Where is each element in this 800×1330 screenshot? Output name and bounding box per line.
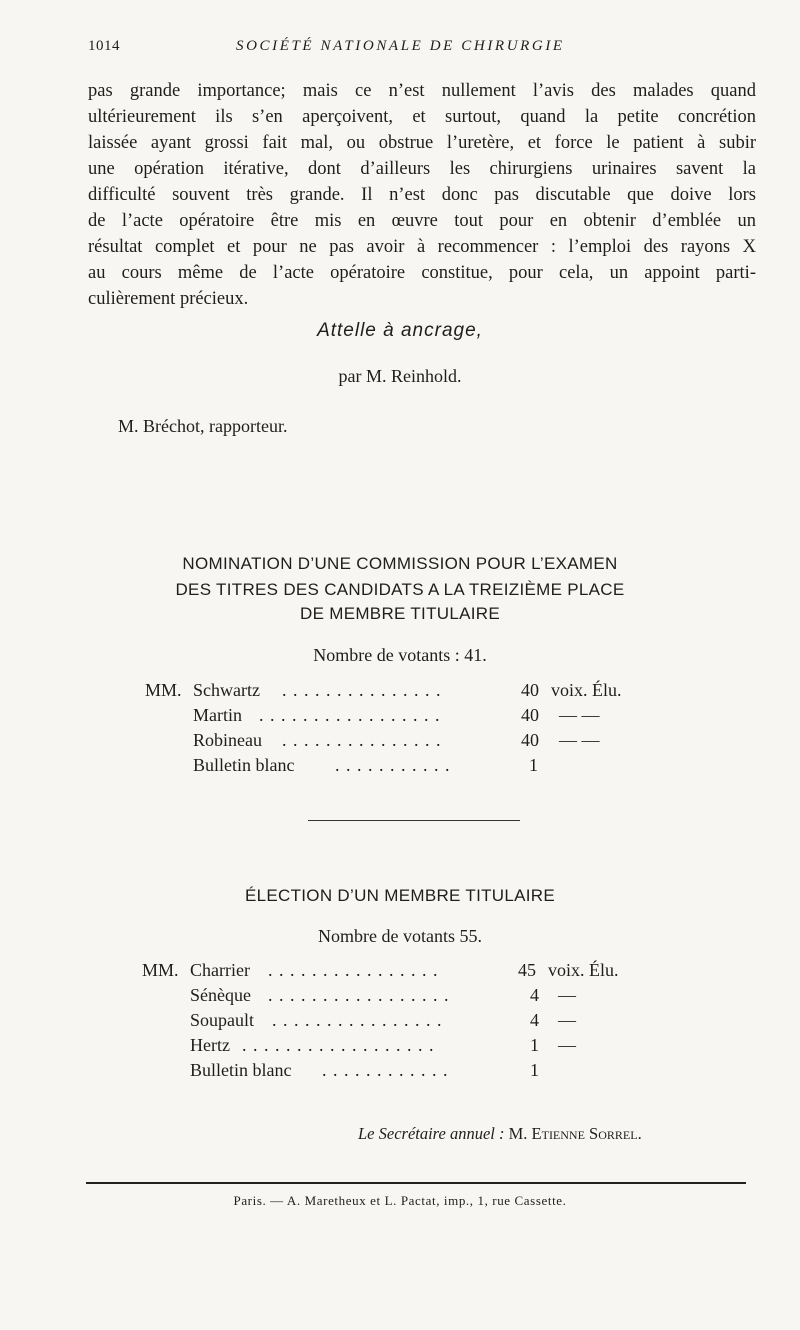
rapporteur-line: M. Bréchot, rapporteur. — [118, 416, 288, 436]
commission-heading-line-1: NOMINATION D’UNE COMMISSION POUR L’EXAMEN — [182, 554, 618, 573]
dot-leader: . . . . . . . . . . . . . . . . . — [259, 705, 441, 725]
election-vote-row — [142, 1008, 662, 1032]
vote-note: voix. Élu. — [548, 960, 619, 980]
paragraph-line: ultérieurement ils s’en aperçoivent, et surtout, quand la petite concrétion — [88, 107, 756, 127]
paragraph-line: une opération itérative, dont d’ailleurs les chirurgiens urinaires savent la — [88, 159, 756, 179]
signature-name: M. Etienne Sorrel. — [508, 1124, 642, 1143]
dot-leader: . . . . . . . . . . . . . . . . . — [268, 985, 450, 1005]
commission-vote-row — [145, 753, 665, 777]
vote-count: 1 — [529, 755, 538, 775]
vote-note: voix. Élu. — [551, 680, 622, 700]
election-heading: ÉLECTION D’UN MEMBRE TITULAIRE — [244, 886, 555, 905]
candidate-name: Sénèque — [190, 985, 251, 1005]
election-vote-row — [142, 983, 662, 1007]
vote-note: — — [558, 1010, 576, 1030]
commission-heading-line-2: DES TITRES DES CANDIDATS A LA TREIZIÈME PLACE — [175, 580, 625, 599]
commission-votants: Nombre de votants : 41. — [313, 645, 487, 665]
dot-leader: . . . . . . . . . . . . . . . . — [272, 1010, 443, 1030]
candidate-name: Robineau — [193, 730, 262, 750]
vote-note: — — [558, 1035, 576, 1055]
candidate-name: Hertz — [190, 1035, 230, 1055]
vote-note: — — — [559, 730, 600, 750]
paragraph-line: difficulté souvent très grande. Il n’est donc pas discutable que doive lors — [88, 185, 756, 205]
commission-vote-row — [145, 728, 665, 752]
vote-count: 40 — [521, 680, 539, 700]
paragraph-line: au cours même de l’acte opératoire constitue, pour cela, un appoint parti- — [88, 263, 756, 283]
vote-count: 45 — [518, 960, 536, 980]
mm-prefix: MM. — [142, 960, 179, 980]
election-vote-row — [142, 1033, 662, 1057]
dot-leader: . . . . . . . . . . . . . . . — [282, 680, 442, 700]
vote-count: 4 — [530, 1010, 539, 1030]
dot-leader: . . . . . . . . . . . . . . . — [282, 730, 442, 750]
candidate-name: Charrier — [190, 960, 250, 980]
running-head: SOCIÉTÉ NATIONALE DE CHIRURGIE — [236, 38, 565, 54]
vote-count: 40 — [521, 705, 539, 725]
candidate-name: Bulletin blanc — [193, 755, 295, 775]
commission-vote-row — [145, 703, 665, 727]
dot-leader: . . . . . . . . . . . . . . . . . . — [242, 1035, 435, 1055]
footer-rule — [86, 1182, 746, 1184]
election-vote-row — [142, 958, 662, 982]
vote-count: 4 — [530, 985, 539, 1005]
paragraph-line: culièrement précieux. — [88, 289, 249, 309]
article-title: Attelle à ancrage, — [317, 320, 483, 341]
paragraph-line: de l’acte opératoire être mis en œuvre tout pour en obtenir d’emblée un — [88, 211, 756, 231]
election-vote-row — [142, 1058, 662, 1082]
vote-note: — — — [559, 705, 600, 725]
paragraph-line: résultat complet et pour ne pas avoir à recommencer : l’emploi des rayons X — [88, 237, 756, 257]
commission-heading-line-3: DE MEMBRE TITULAIRE — [300, 604, 500, 623]
vote-count: 1 — [530, 1035, 539, 1055]
election-votants: Nombre de votants 55. — [318, 926, 482, 946]
article-byline: par M. Reinhold. — [338, 366, 462, 386]
page-number: 1014 — [88, 38, 120, 54]
mm-prefix: MM. — [145, 680, 182, 700]
vote-note: — — [558, 985, 576, 1005]
paragraph-line: pas grande importance; mais ce n’est nullement l’avis des malades quand — [88, 81, 756, 101]
candidate-name: Schwartz — [193, 680, 260, 700]
secretary-signature-line — [358, 1124, 642, 1144]
commission-vote-row — [145, 678, 665, 702]
candidate-name: Soupault — [190, 1010, 255, 1030]
dot-leader: . . . . . . . . . . . . — [322, 1060, 449, 1080]
vote-count: 1 — [530, 1060, 539, 1080]
candidate-name: Martin — [193, 705, 242, 725]
dot-leader: . . . . . . . . . . . . . . . . — [268, 960, 439, 980]
vote-count: 40 — [521, 730, 539, 750]
dot-leader: . . . . . . . . . . . — [335, 755, 451, 775]
signature-role: Le Secrétaire annuel : — [358, 1124, 505, 1143]
printer-imprint: Paris. — A. Maretheux et L. Pactat, imp., 1, rue Cassette. — [233, 1193, 567, 1208]
paragraph-line: laissée ayant grossi fait mal, ou obstrue l’uretère, et force le patient à subir — [88, 133, 756, 153]
candidate-name: Bulletin blanc — [190, 1060, 292, 1080]
section-divider — [308, 820, 520, 821]
